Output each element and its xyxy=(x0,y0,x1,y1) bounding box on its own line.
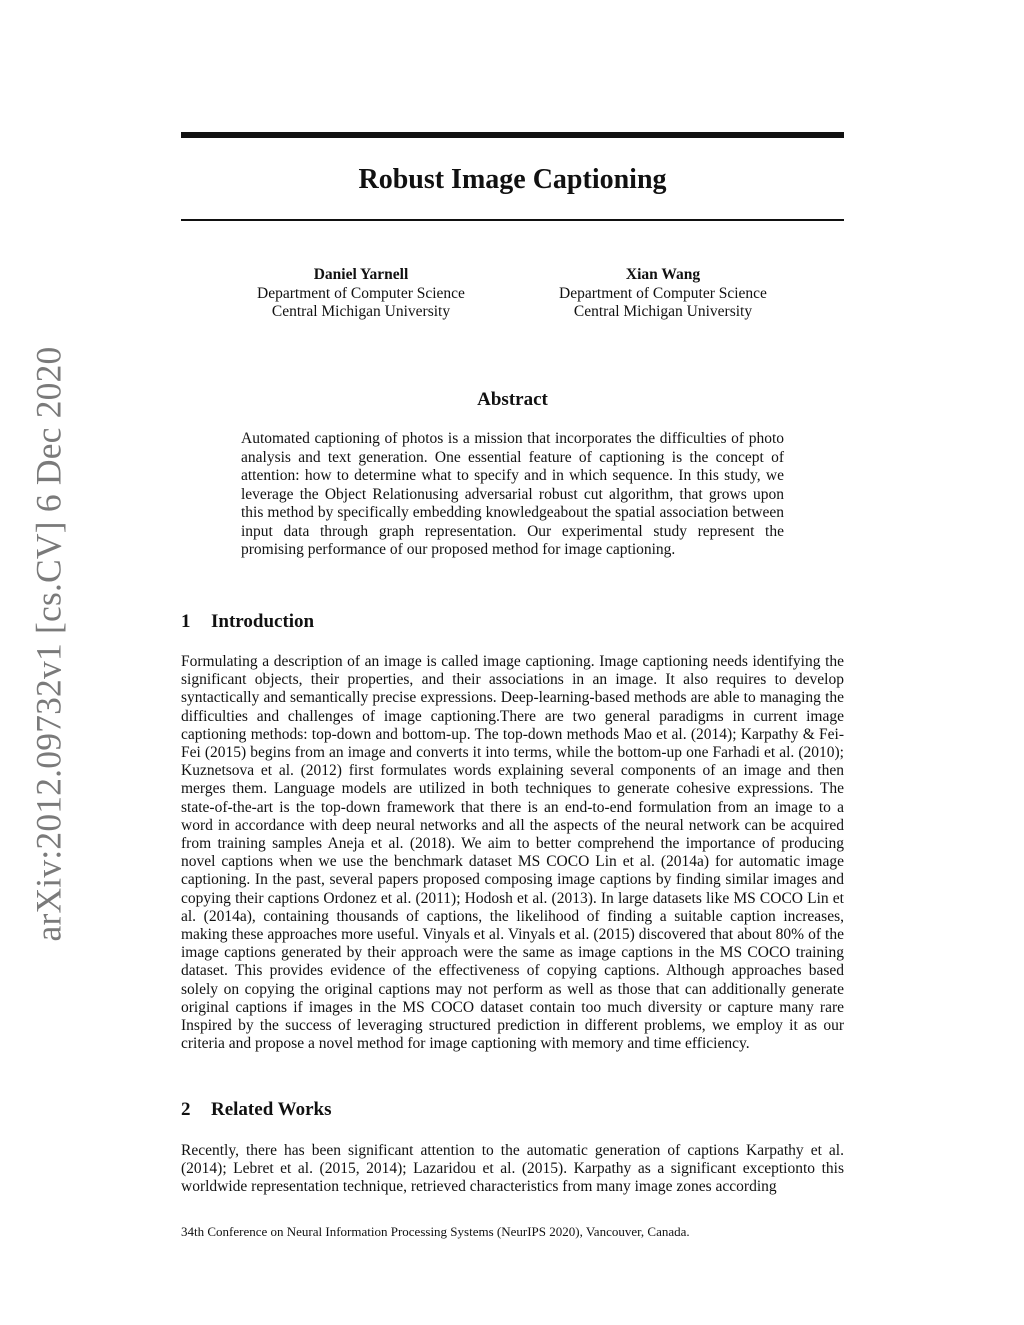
conference-footnote: 34th Conference on Neural Information Processing Systems (NeurIPS 2020), Vancouver, Canada. xyxy=(181,1224,690,1239)
introduction-text: Formulating a description of an image is called image captioning. Image captioning needs identifying the significant objects, their properties, and their associations in an image. It also requires to develop syntactically and semantically precise expressions. Deep-learning-based methods are able to managing the difficulties and challenges of image captioning.There are two general paradigms in current image captioning methods: top-down and bottom-up. The top-down methods Mao et al. (2014); Karpathy & Fei-Fei (2015) begins from an image and converts it into terms, while the bottom-up one Farhadi et al. (2010); Kuznetsova et al. (2012) first formulates words explaining several components of an image and then merges them. Language models are utilized in both techniques to generate cohesive expressions. The state-of-the-art is the top-down framework that there is an end-to-end formulation from an image to a word in accordance with deep neural networks and all the aspects of the neural network can be acquired from training samples Aneja et al. (2018). We aim to better comprehend the importance of producing novel captions when we use the benchmark dataset MS COCO Lin et al. (2014a) for automatic image captioning. In the past, several papers proposed composing image captions by finding similar images and copying their captions Ordonez et al. (2011); Hodosh et al. (2013). In large datasets like MS COCO Lin et al. (2014a), containing thousands of captions, the likelihood of finding a suitable caption increases, making these approaches more useful. Vinyals et al. Vinyals et al. (2015) discovered that about 80% of the image captions generated by their approach were the same as image captions in the MS COCO training dataset. This provides evidence of the effectiveness of copying captions. Although approaches based solely on copying the original captions may not perform as well as those that can additionally generate original captions if images in the MS COCO dataset contain too much diversity or capture many rare Inspired by the success of leveraging structured prediction in different problems, we employ it as our criteria and propose a novel method for image captioning with memory and time efficiency. xyxy=(181,653,844,1053)
author-department: Department of Computer Science xyxy=(559,284,767,302)
author-name: Daniel Yarnell xyxy=(313,266,409,283)
author-name: Xian Wang xyxy=(625,266,701,283)
section-heading-related-works xyxy=(181,1097,844,1123)
author-block-2 xyxy=(513,266,813,322)
arxiv-identifier xyxy=(27,346,71,942)
section-title: Related Works xyxy=(211,1099,332,1120)
author-institution: Central Michigan University xyxy=(573,303,753,320)
author-institution: Central Michigan University xyxy=(271,303,451,320)
abstract-heading: Abstract xyxy=(477,389,548,410)
section-title: Introduction xyxy=(211,611,315,632)
paper-title: Robust Image Captioning xyxy=(358,164,667,195)
title-bottom-rule xyxy=(181,219,844,221)
author-department: Department of Computer Science xyxy=(257,284,465,302)
related-works-text: Recently, there has been significant attention to the automatic generation of captions Karpathy et al. (2014); Lebret et al. (2015, 2014); Lazaridou et al. (2015). Karpathy as a significant exceptionto this worldwide representation technique, retrieved characteristics from many image zones according xyxy=(181,1142,844,1196)
section-heading-introduction xyxy=(181,609,844,635)
abstract-text: Automated captioning of photos is a mission that incorporates the difficulties of photo analysis and text generation. One essential feature of captioning is the concept of attention: how to determine what to specify and in which sequence. In this study, we leverage the Object Relationusing adversarial robust cut algorithm, that grows upon this method by specifically embedding knowledgeabout the spatial association between input data through graph representation. Our experimental study represent the promising performance of our proposed method for image captioning. xyxy=(241,430,784,558)
section-number: 1 xyxy=(181,611,191,632)
title-top-rule xyxy=(181,132,844,138)
arxiv-identifier-text: arXiv:2012.09732v1 [cs.CV] 6 Dec 2020 xyxy=(29,346,69,942)
author-block-1 xyxy=(211,266,511,322)
section-number: 2 xyxy=(181,1099,191,1120)
